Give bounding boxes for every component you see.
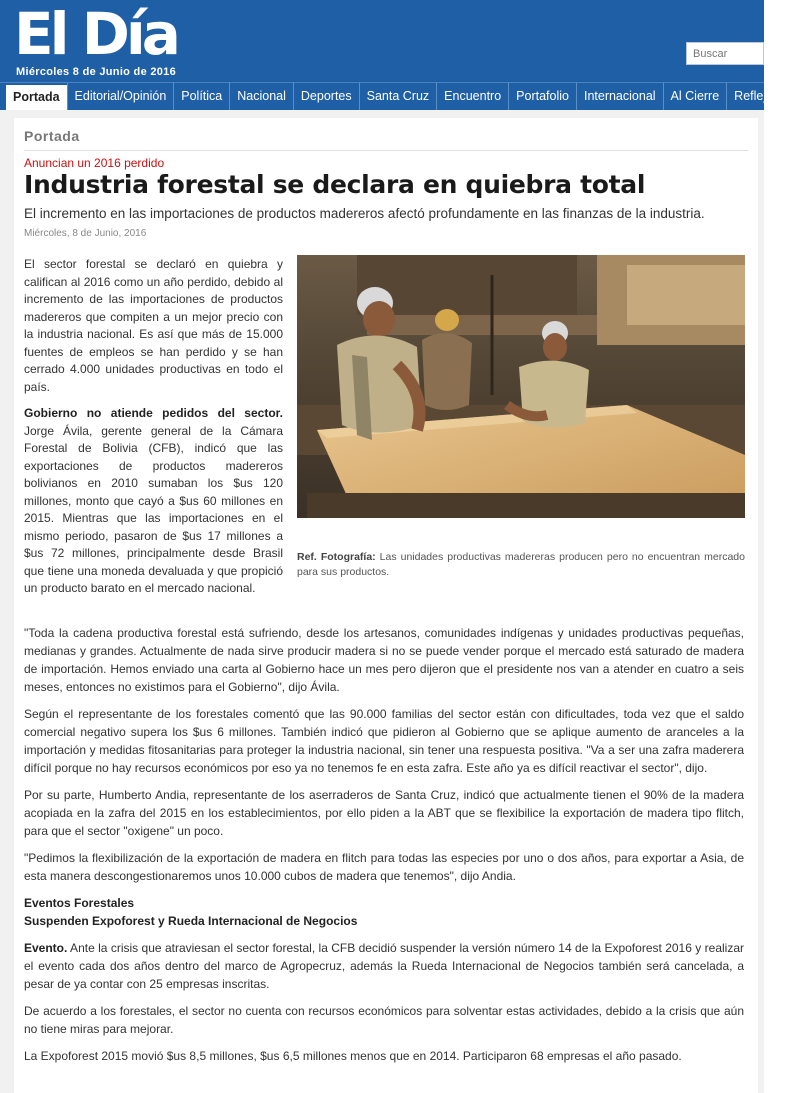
main-nav (0, 82, 780, 110)
paragraph: El sector forestal se declaró en quiebra y califican al 2016 como un año perdido, debido al incremento de las importaciones de productos madereros que compiten a un mejor precio con la industria nacional. Es así que más de 15.000 fuentes de empleos se han perdido y se han cerrado 4.000 unidades productivas en todo el país. (24, 257, 283, 394)
article-kicker: Anuncian un 2016 perdido (24, 156, 165, 170)
photo-caption (297, 550, 745, 580)
nav-item-portada[interactable]: Portada (6, 85, 67, 110)
article-headline: Industria forestal se declara en quiebra total (24, 170, 646, 199)
article-photo[interactable] (297, 255, 745, 518)
sawmill-workers-photo (297, 255, 745, 518)
section-title[interactable]: Portada (24, 128, 80, 144)
subsection-subtitle: Suspenden Expoforest y Rueda Internacional de Negocios (24, 914, 358, 928)
section-divider (24, 150, 748, 151)
article-page (14, 118, 758, 1093)
paragraph: Según el representante de los forestales comentó que las 90.000 familias del sector están con dificultades, toda vez que el saldo comercial negativo supera los $us 6 millones. También indicó que pidieron al Gobierno que se aplique aumento de aranceles a la importación y medidas fitosanitarias para proteger la industria nacional, sin tener una respuesta positiva. "Va a ser una zafra maderera difícil porque no hay recursos económicos por eso ya no tenemos fe en esta zafra. Este año ya es difícil reactivar el sector", dijo. (24, 707, 744, 775)
paragraph: "Toda la cadena productiva forestal está sufriendo, desde los artesanos, comunidades indígenas y unidades productivas pequeñas, medianas y grandes. Actualmente de nada sirve producir madera si no se puede vender porque el mercado está saturado de madera de importación. Hemos enviado una carta al Gobierno hace un mes pero dijeron que el presidente nos van a atender en cuatro a seis meses, entonces no existimos para el Gobierno", dijo Ávila. (24, 626, 744, 694)
nav-item-politica[interactable]: Política (173, 83, 229, 110)
nav-item-reflejos[interactable]: Reflejos (726, 83, 786, 110)
nav-item-santa-cruz[interactable]: Santa Cruz (359, 83, 437, 110)
paragraph: Por su parte, Humberto Andia, representante de los aserraderos de Santa Cruz, indicó que actualmente tienen el 90% de la madera acopiada en la zafra del 2015 en los establecimientos, por ello piden a la ABT que se flexibilice la exportación de madera tipo flitch, para que el sector "oxigene" un poco. (24, 788, 744, 838)
site-logo[interactable]: El Día (14, 0, 177, 68)
paragraph (24, 405, 283, 598)
caption-text: Las unidades productivas madereras producen pero no encuentran mercado para sus productos. (297, 551, 745, 578)
article-subtitle: El incremento en las importaciones de productos madereros afectó profundamente en las finanzas de la industria. (24, 206, 705, 221)
site-header (0, 0, 764, 82)
subsection-title: Eventos Forestales (24, 896, 135, 910)
paragraph-body: Ante la crisis que atraviesan el sector forestal, la CFB decidió suspender la versión número 14 de la Expoforest 2016 y realizar el evento cada dos años dentro del marco de Agropecruz, además la Rueda Internacional de Negocios también será cancelada, a pesar de ya contar con 25 empresas inscritas. (24, 941, 744, 991)
paragraph-lead: Gobierno no atiende pedidos del sector. (24, 406, 283, 420)
paragraph: "Pedimos la flexibilización de la exportación de madera en flitch para todas las especies por uno o dos años, para exportar a Asia, de esta manera descongestionaremos unos 10.000 cubos de madera que tenemos", dijo Andia. (24, 851, 744, 883)
nav-item-nacional[interactable]: Nacional (229, 83, 293, 110)
paragraph: La Expoforest 2015 movió $us 8,5 millones, $us 6,5 millones menos que en 2014. Participaron 68 empresas el año pasado. (24, 1049, 682, 1063)
paragraph-body: Jorge Ávila, gerente general de la Cámara Forestal de Bolivia (CFB), indicó que las exportaciones de productos madereros bolivianos en 2010 sumaban los $us 120 millones, monto que cayó a $us 60 millones en 2015. Mientras que las importaciones en el mismo periodo, pasaron de $us 17 millones a $us 72 millones, principalmente desde Brasil que tiene una moneda devaluada y que propició un producto barato en el mercado nacional. (24, 423, 283, 595)
header-date: Miércoles 8 de Junio de 2016 (16, 66, 177, 78)
nav-item-internacional[interactable]: Internacional (576, 83, 663, 110)
search-input[interactable] (686, 42, 764, 65)
article-lead-column (24, 256, 283, 607)
article-date: Miércoles, 8 de Junio, 2016 (24, 228, 147, 239)
paragraph (24, 939, 744, 993)
paragraph: De acuerdo a los forestales, el sector no cuenta con recursos económicos para solventar estas actividades, debido a la crisis que aún no tiene miras para mejorar. (24, 1004, 744, 1036)
nav-item-encuentro[interactable]: Encuentro (436, 83, 508, 110)
nav-item-editorial[interactable]: Editorial/Opinión (67, 83, 174, 110)
nav-item-portafolio[interactable]: Portafolio (508, 83, 576, 110)
article-body (24, 624, 744, 1074)
content-area (0, 110, 764, 1093)
nav-item-al-cierre[interactable]: Al Cierre (663, 83, 727, 110)
nav-item-deportes[interactable]: Deportes (293, 83, 359, 110)
subsection-heading (24, 894, 744, 930)
paragraph-lead: Evento. (24, 941, 68, 955)
caption-label: Ref. Fotografía: (297, 551, 376, 563)
